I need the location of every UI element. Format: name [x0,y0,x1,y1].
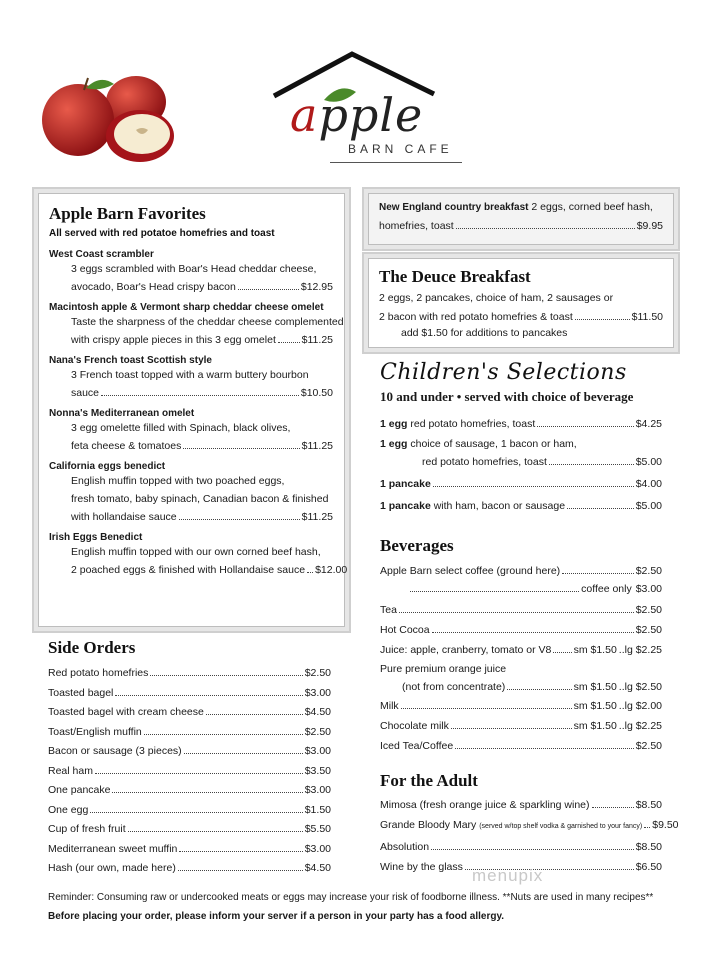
child-item-price: $4.25 [635,418,662,430]
deuce-line1: 2 eggs, 2 pancakes, choice of ham, 2 sausages or [379,292,614,304]
child-item [380,415,662,433]
side-row [48,684,331,704]
bev-label: Chocolate milk [380,720,449,732]
fav-item-price-row [49,384,333,402]
side-label: Toast/English muffin [48,725,142,738]
fav-item-desc-last: avocado, Boar's Head crispy bacon [71,281,236,293]
side-price: $4.50 [304,862,331,874]
ne-name: New England country breakfast [379,202,529,213]
fav-item-price-row [49,561,348,579]
watermark: menupix [472,866,544,885]
child-item [380,497,662,515]
fav-item-price-row [49,331,333,349]
side-label: One egg [48,803,89,816]
bev-row [380,696,662,716]
new-england-section [368,193,674,245]
side-row [48,762,331,782]
child-item-text: red potato homefries, toast [407,418,536,430]
bev-price: $2.50 [635,740,662,752]
bev-price: $3.00 [635,583,662,595]
fav-item-name: Nana's French toast Scottish style [49,355,212,366]
sides-section [48,638,331,879]
favorites-title: Apple Barn Favorites [49,204,206,223]
logo-prefix: a [290,88,319,142]
ne-desc1: 2 eggs, corned beef hash, [528,201,653,213]
fav-item-price: $11.25 [301,334,333,346]
side-price: $3.00 [304,784,331,796]
adult-price: $6.50 [635,861,662,873]
child-item-line2: red potato homefries, toast [422,456,547,468]
ne-price: $9.95 [636,220,663,232]
side-row [48,703,331,723]
bev-row [380,716,662,736]
logo-rest: pple [318,88,424,142]
fav-item-desc: fresh tomato, baby spinach, Canadian bacon & finished [71,493,329,505]
bev-label: coffee only [581,583,632,595]
side-label: Toasted bagel [48,686,114,699]
adult-row [380,795,662,815]
child-item-bold: 1 pancake [380,500,431,512]
bev-label: Hot Cocoa [380,624,430,636]
side-price: $4.50 [304,706,331,718]
fav-item-desc: 3 egg omelette filled with Spinach, black olives, [71,422,291,434]
bev-row [380,600,662,620]
fav-item-desc-last: with crispy apple pieces in this 3 egg omelet [71,334,276,346]
children-title: Children's Selections [380,360,627,385]
bev-row [380,736,662,756]
side-label: Bacon or sausage (3 pieces) [48,745,182,757]
deuce-price: $11.50 [631,311,663,323]
favorites-list [49,249,348,579]
bev-price-sm: sm $1.50 [573,700,617,712]
side-label: One pancake [48,784,111,796]
fav-item-desc-last: feta cheese & tomatoes [71,440,182,452]
child-item-price: $5.00 [635,500,662,512]
beverages-section [380,536,662,756]
side-row [48,840,331,860]
logo-subtitle: BARN CAFE [348,142,453,156]
favorites-subtitle: All served with red potatoe homefries and toast [49,228,275,239]
bev-price: $2.50 [635,604,662,616]
side-price: $2.50 [304,725,331,738]
deuce-line2: 2 bacon with red potato homefries & toast [379,311,573,323]
adult-title: For the Adult [380,771,478,790]
bev-label: Tea [380,604,397,616]
bev-price-lg: ..lg $2.25 [618,720,662,732]
fav-item-price-row [49,278,333,296]
side-label: Cup of fresh fruit [48,823,126,835]
fav-item-name: Nonna's Mediterranean omelet [49,408,195,419]
side-label: Toasted bagel with cream cheese [48,706,204,718]
bev-price: $2.50 [635,624,662,636]
child-item-bold: 1 pancake [380,478,431,490]
child-item-text: choice of sausage, 1 bacon or ham, [407,438,577,450]
adult-row [380,815,679,837]
bev-label: Juice: apple, cranberry, tomato or V8 [380,644,552,656]
side-row [48,781,331,801]
fav-item-desc: 3 eggs scrambled with Boar's Head cheddar cheese, [71,263,317,275]
child-item-price-row [380,453,662,471]
beverages-title: Beverages [380,536,454,555]
fav-item-name: Macintosh apple & Vermont sharp cheddar cheese omelet [49,302,324,313]
deuce-section [368,258,674,348]
adult-price: $8.50 [635,799,662,811]
child-item-price: $5.00 [635,456,662,468]
bev-label: (not from concentrate) [402,681,506,693]
child-item-bold: 1 egg [380,438,408,450]
sides-title: Side Orders [48,638,136,657]
adult-label: Wine by the glass [380,861,463,873]
ne-price-row [379,220,663,232]
side-row [48,801,331,821]
fav-item-name: West Coast scrambler [49,249,154,260]
side-row [48,723,331,743]
side-label: Real ham [48,764,93,777]
bev-row [380,678,662,696]
fav-item-name: Irish Eggs Benedict [49,532,143,543]
logo-underline [330,162,462,163]
side-row [48,859,331,879]
bev-label: Pure premium orange juice [380,663,507,675]
bev-price-lg: ..lg $2.50 [618,681,662,693]
fav-item-desc: English muffin topped with two poached eggs, [71,475,285,487]
bev-price-sm: sm $1.50 [573,720,617,732]
bev-label: Milk [380,700,399,712]
footer-reminder: Reminder: Consuming raw or undercooked meats or eggs may increase your risk of foodborne illness. **Nuts are used in many recipes** [48,892,654,903]
bev-price-lg: ..lg $2.25 [618,644,662,656]
fav-item-price: $11.25 [301,440,333,452]
adult-section [380,771,679,877]
side-price: $5.50 [304,823,331,835]
fav-item-price: $11.25 [301,511,333,523]
adult-label: Grande Bloody Mary [380,819,480,831]
fav-item-desc-last: 2 poached eggs & finished with Hollandaise sauce [71,564,306,576]
fav-item-price-row [49,508,333,526]
deuce-price-row [379,311,663,323]
fav-item-price: $10.50 [300,387,333,399]
side-label: Hash (our own, made here) [48,862,176,874]
side-price: $3.00 [304,686,331,699]
side-price: $2.50 [304,667,331,679]
side-price: $3.00 [304,842,331,855]
side-row [48,742,331,762]
side-row [48,664,331,684]
bev-row [380,620,662,640]
side-price: $3.50 [304,764,331,777]
adult-note: (served w/top shelf vodka & garnished to your fancy) [479,823,643,830]
ne-desc2: homefries, toast [379,220,454,232]
side-price: $1.50 [304,803,331,816]
fav-item-desc: Taste the sharpness of the cheddar cheese complemented [71,316,344,328]
adult-label: Absolution [380,841,430,853]
adult-price: $9.50 [652,819,679,831]
bev-row [380,640,662,660]
side-row [48,820,331,840]
footer-allergy: Before placing your order, please inform your server if a person in your party has a food allergy. [48,911,505,922]
side-label: Mediterranean sweet muffin [48,842,178,855]
ne-line1 [379,201,663,213]
bev-price-lg: ..lg $2.00 [618,700,662,712]
fav-item-desc-last: with hollandaise sauce [71,511,177,523]
favorites-section [38,193,348,627]
logo-wordmark [290,88,423,142]
adult-label: Mimosa (fresh orange juice & sparkling wine) [380,799,590,811]
cafe-logo [270,50,470,170]
child-item-price: $4.00 [635,478,662,490]
adult-price: $8.50 [635,841,662,853]
child-item [380,475,662,493]
bev-row [380,562,662,580]
bev-price: $2.50 [635,565,662,577]
deuce-line3: add $1.50 for additions to pancakes [401,327,568,339]
bev-label: Apple Barn select coffee (ground here) [380,565,561,577]
fav-item-desc: English muffin topped with our own corned beef hash, [71,546,321,558]
sides-list [48,664,331,879]
bev-label: Iced Tea/Coffee [380,740,454,752]
children-subtitle: 10 and under • served with choice of beverage [380,389,634,404]
child-item-text: with ham, bacon or sausage [430,500,566,512]
fav-item-price: $12.95 [300,281,333,293]
bev-row [380,580,662,598]
fav-item-desc-last: sauce [71,387,100,399]
apple-illustration [40,70,180,170]
child-item-bold: 1 egg [380,418,408,430]
children-section [380,360,662,515]
bev-price-sm: sm $1.50 [573,644,617,656]
fav-item-price-row [49,437,333,455]
deuce-title: The Deuce Breakfast [379,267,531,286]
fav-item-name: California eggs benedict [49,461,166,472]
fav-item-price: $12.00 [315,564,348,576]
adult-row [380,837,662,857]
side-price: $3.00 [304,745,331,757]
fav-item-desc: 3 French toast topped with a warm buttery bourbon [71,369,309,381]
child-item [380,435,662,453]
bev-price-sm: sm $1.50 [573,681,617,693]
side-label: Red potato homefries [48,667,149,679]
